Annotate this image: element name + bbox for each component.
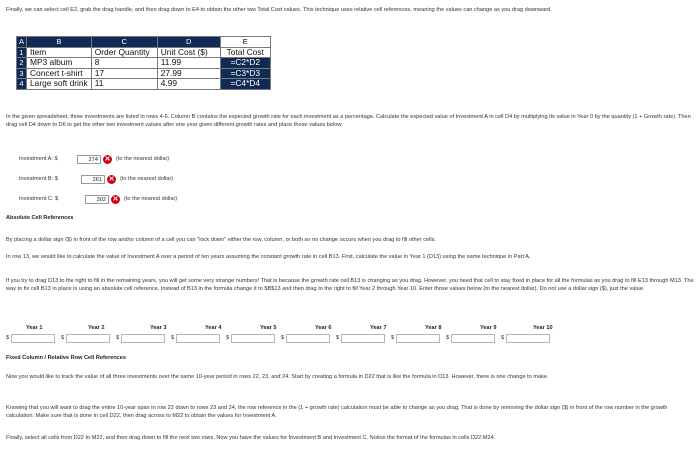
column-header-c: C (91, 37, 157, 48)
cell-b4: Large soft drink (27, 79, 92, 90)
cell-e2: =C2*D2 (220, 58, 270, 69)
cell-b1: Item (27, 47, 92, 58)
drag-instructions: If you try to drag D13 to the right to fill in the remaining years, you will get some very strange numbers! That is because the growth rate cell B13 is changing as you drag. However, you need that cell to stay fixed in place for all the formulas as you drag to fill E13 through M13. The way to fix cell B13 in place is using an absolute cell reference. Instead of B13 in the formula change it to $B$13 and then drag to the right to fill Year 2 through Year 10. Enter those values below (to the nearest dollar). Do not use a dollar sign ($), just the value. (6, 278, 694, 292)
investment-b-answer[interactable]: 261 (81, 175, 105, 184)
cell-c2: 8 (91, 58, 157, 69)
cell-e4: =C4*D4 (220, 79, 270, 90)
year-5-header: Year 5 (260, 325, 277, 331)
year-9-input[interactable] (446, 334, 501, 343)
year-2-field[interactable] (66, 334, 110, 343)
year-5-input[interactable] (226, 334, 281, 343)
year-2-input[interactable] (61, 334, 116, 343)
knowing-text: Knowing that you will want to drag the entire 10-year span in row 22 down to rows 23 and 24, the row reference in the (1 + growth rate) calculation must be able to change as you drag. That is done by removing the dollar sign ($) in front of the row number in the growth calculation. Make sure that is done in cell D22, then drag across to M22 to obtain the values for Investment A. (6, 405, 668, 419)
investment-a-answer[interactable]: 274 (77, 155, 101, 164)
year-inputs (6, 334, 686, 343)
dollar-sign: $ (336, 334, 340, 341)
cell-d3: 27.99 (157, 68, 220, 79)
cell-d2: 11.99 (157, 58, 220, 69)
year-10-input[interactable] (501, 334, 556, 343)
dollar-sign: $ (116, 334, 120, 341)
cell-c4: 11 (91, 79, 157, 90)
year-9-field[interactable] (451, 334, 495, 343)
cell-c3: 17 (91, 68, 157, 79)
final-text: Finally, select all cells from D22 to M22, and then drag down to fill the next two rows. Now you have the values for Investment B and Investment C. Notice the format of the formulas in cells D22:M24. (6, 435, 496, 441)
cell-e3: =C3*D3 (220, 68, 270, 79)
table-row (17, 79, 271, 90)
year-6-input[interactable] (281, 334, 336, 343)
fixed-column-heading: Fixed Column / Relative Row Cell References (6, 355, 126, 361)
table-row (17, 58, 271, 69)
incorrect-x-icon: ✕ (112, 196, 119, 203)
intro-text: Finally, we can select cell E2, grab the drag handle, and then drag down to E4 to obtain the other two Total Cost values. This technique uses relative cell references, meaning the values can change as you drag downward. (6, 7, 552, 13)
cell-b2: MP3 album (27, 58, 92, 69)
rounding-hint: (to the nearest dollar) (120, 175, 174, 182)
year-7-field[interactable] (341, 334, 385, 343)
row-number: 2 (17, 58, 27, 69)
rounding-hint: (to the nearest dollar) (124, 195, 178, 202)
dollar-sign: $ (501, 334, 505, 341)
year-1-field[interactable] (11, 334, 55, 343)
year-8-input[interactable] (391, 334, 446, 343)
dollar-sign: $ (391, 334, 395, 341)
investment-c-answer[interactable]: 302 (85, 195, 109, 204)
incorrect-x-icon: ✕ (108, 176, 115, 183)
dollar-sign: $ (446, 334, 450, 341)
year-10-field[interactable] (506, 334, 550, 343)
dollar-sign: $ (226, 334, 230, 341)
cell-d4: 4.99 (157, 79, 220, 90)
cell-b3: Concert t-shirt (27, 68, 92, 79)
year-8-header: Year 8 (425, 325, 442, 331)
year-5-field[interactable] (231, 334, 275, 343)
dollar-sign: $ (171, 334, 175, 341)
cell-e1: Total Cost (220, 47, 270, 58)
year-7-header: Year 7 (370, 325, 387, 331)
column-header-a: A (17, 37, 27, 48)
cell-c1: Order Quantity (91, 47, 157, 58)
column-header-row (17, 37, 271, 48)
row-number: 1 (17, 47, 27, 58)
fixed-column-text: Now you would like to track the value of all three investments over the same 10-year period in rows 22, 23, and 24. Start by creating a formula in D22 that is like the formula in D13. However, there is one change to make. (6, 374, 549, 380)
table-row (17, 68, 271, 79)
year-4-input[interactable] (171, 334, 226, 343)
investment-a-row (19, 155, 169, 164)
cell-d1: Unit Cost ($) (157, 47, 220, 58)
investment-b-label: Investment B: $ (19, 175, 58, 182)
dollar-sign: $ (6, 334, 10, 341)
year-6-header: Year 6 (315, 325, 332, 331)
year-3-field[interactable] (121, 334, 165, 343)
year-9-header: Year 9 (480, 325, 497, 331)
year-1-header: Year 1 (26, 325, 43, 331)
incorrect-x-icon: ✕ (104, 156, 111, 163)
year-3-header: Year 3 (150, 325, 167, 331)
row-number: 4 (17, 79, 27, 90)
year-4-header: Year 4 (205, 325, 222, 331)
column-header-e: E (220, 37, 270, 48)
investment-a-label: Investment A: $ (19, 155, 58, 162)
investment-c-label: Investment C: $ (19, 195, 59, 202)
year-10-header: Year 10 (533, 325, 553, 331)
year-6-field[interactable] (286, 334, 330, 343)
investment-c-row (19, 195, 177, 204)
year-8-field[interactable] (396, 334, 440, 343)
year-2-header: Year 2 (88, 325, 105, 331)
row-13-instructions: In row 13, we would like to calculate the value of Investment A over a period of ten years assuming the constant growth rate in cell B13. First, calculate the value in Year 1 (D13) using the same technique in Part A. (6, 254, 531, 260)
row-number: 3 (17, 68, 27, 79)
growth-instructions: In the given spreadsheet, three investments are listed in rows 4-6. Column B contains the expected growth rate for each investment as a percentage. Calculate the expected value of Investment A in cell D4 by multiplying its value in Year 0 by the quantity (1 + Growth rate). Then drag cell D4 down to D6 to get the other two investment values after one year given different growth rates and place those values below: (6, 114, 691, 128)
rounding-hint: (to the nearest dollar) (116, 155, 170, 162)
dollar-sign: $ (281, 334, 285, 341)
column-header-b: B (27, 37, 92, 48)
year-headers (8, 325, 688, 333)
year-7-input[interactable] (336, 334, 391, 343)
table-row (17, 47, 271, 58)
year-4-field[interactable] (176, 334, 220, 343)
absolute-references-text: By placing a dollar sign ($) in front of the row and/or column of a cell you can "lock down" either the row, column, or both so no change occurs when you drag to fill other cells. (6, 237, 436, 243)
year-3-input[interactable] (116, 334, 171, 343)
investment-b-row (19, 175, 173, 184)
year-1-input[interactable] (6, 334, 61, 343)
absolute-references-heading: Absolute Cell References (6, 215, 74, 221)
dollar-sign: $ (61, 334, 65, 341)
column-header-d: D (157, 37, 220, 48)
spreadsheet-table (16, 36, 271, 90)
